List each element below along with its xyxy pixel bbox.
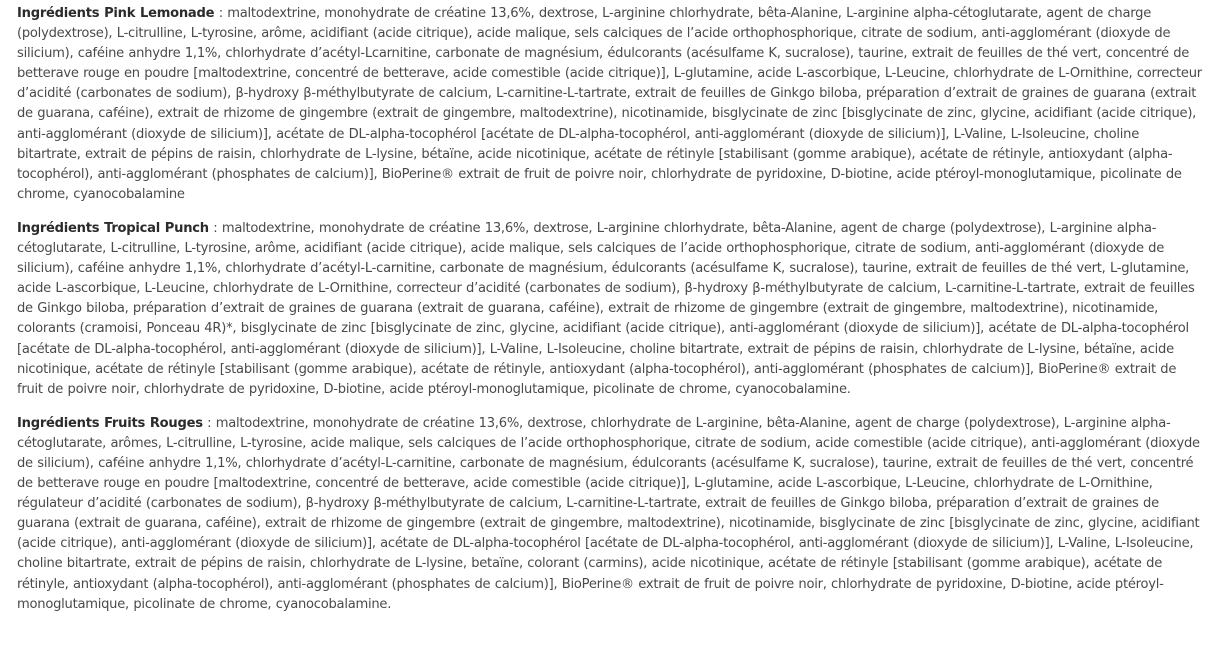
ingredients-text: : maltodextrine, monohydrate de créatine 13,6%, dextrose, L-arginine chlorhydrate, bêta-Alanine, L-arginine alpha-cétoglutarate, agent de charge (polydextrose), L-citrulline, L-tyrosine, arôme, acidifiant (acide citrique), acide malique, sels calciques de l’acide orthophosphorique, citrate de sodium, anti-agglomérant (dioxyde de silicium), caféine anhydre 1,1%, chlorhydrate d’acétyl-Lcarnitine, carbonate de magnésium, édulcorants (acésulfame K, sucralose), taurine, extrait de feuilles de thé vert, concentré de betterave rouge en poudre [maltodextrine, concentré de betterave, acide comestible (acide citrique)], L-glutamine, acide L-ascorbique, L-Leucine, chlorhydrate de L-Ornithine, correcteur d’acidité (carbonates de sodium), β-hydroxy β-méthylbutyrate de calcium, L-carnitine-L-tartrate, extrait de feuilles de Ginkgo biloba, préparation d’extrait de graines de guarana (extrait de guarana, caféine), extrait de rhizome de gingembre (extrait de gingembre, maltodextrine), nicotinamide, bisglycinate de zinc [bisglycinate de zinc, glycine, acidifiant (acide citrique), anti-agglomérant (dioxyde de silicium)], acétate de DL-alpha-tocophérol [acétate de DL-alpha-tocophérol, anti-agglomérant (dioxyde de silicium)], L-Valine, L-Isoleucine, choline bitartrate, extrait de pépins de raisin, chlorhydrate de L-lysine, bétaïne, acide nicotinique, acétate de rétinyle [stabilisant (gomme arabique), acétate de rétinyle, antioxydant (alpha-tocophérol), anti-agglomérant (phosphates de calcium)], BioPerine® extrait de fruit de poivre noir, chlorhydrate de pyridoxine, D-biotine, acide ptéroyl-monoglutamique, picolinate de chrome, cyanocobalamine <box>17 6 1202 202</box>
ingredients-tropical-punch <box>17 219 1203 400</box>
ingredients-title: Ingrédients Tropical Punch <box>17 220 209 236</box>
ingredients-pink-lemonade <box>17 4 1203 205</box>
ingredients-title: Ingrédients Fruits Rouges <box>17 415 203 431</box>
ingredients-fruits-rouges <box>17 414 1203 615</box>
ingredients-text: : maltodextrine, monohydrate de créatine 13,6%, dextrose, chlorhydrate de L-arginine, bêta-Alanine, agent de charge (polydextrose), L-arginine alpha-cétoglutarate, arômes, L-citrulline, L-tyrosine, acide malique, sels calciques de l’acide orthophosphorique, citrate de sodium, acide comestible (acide citrique), anti-agglomérant (dioxyde de silicium), caféine anhydre 1,1%, chlorhydrate d’acétyl-L-carnitine, carbonate de magnésium, édulcorants (acésulfame K, sucralose), taurine, extrait de feuilles de thé vert, concentré de betterave rouge en poudre [maltodextrine, concentré de betterave, acide comestible (acide citrique)], L-glutamine, acide L-ascorbique, L-Leucine, chlorhydrate de L-Ornithine, régulateur d’acidité (carbonates de sodium), β-hydroxy β-méthylbutyrate de calcium, L-carnitine-L-tartrate, extrait de feuilles de Ginkgo biloba, préparation d’extrait de graines de guarana (extrait de guarana, caféine), extrait de rhizome de gingembre (extrait de gingembre, maltodextrine), nicotinamide, bisglycinate de zinc [bisglycinate de zinc, glycine, acidifiant (acide citrique), anti-agglomérant (dioxyde de silicium)], acétate de DL-alpha-tocophérol [acétate de DL-alpha-tocophérol, anti-agglomérant (dioxyde de silicium)], L-Valine, L-Isoleucine, choline bitartrate, extrait de pépins de raisin, chlorhydrate de L-lysine, betaïne, colorant (carmins), acide nicotinique, acétate de rétinyle [stabilisant (gomme arabique), acétate de rétinyle, antioxydant (alpha-tocophérol), anti-agglomérant (phosphates de calcium)], BioPerine® extrait de fruit de poivre noir, chlorhydrate de pyridoxine, D-biotine, acide ptéroyl-monoglutamique, picolinate de chrome, cyanocobalamine. <box>17 415 1200 612</box>
ingredients-text: : maltodextrine, monohydrate de créatine 13,6%, dextrose, L-arginine chlorhydrate, bêta-Alanine, agent de charge (polydextrose), L-arginine alpha-cétoglutarate, L-citrulline, L-tyrosine, arôme, acidifiant (acide citrique), acide malique, sels calciques de l’acide orthophosphorique, citrate de sodium, anti-agglomérant (dioxyde de silicium), caféine anhydre 1,1%, chlorhydrate d’acétyl-L-carnitine, carbonate de magnésium, édulcorants (acésulfame K, sucralose), taurine, extrait de feuilles de thé vert, L-glutamine, acide L-ascorbique, L-Leucine, chlorhydrate de L-Ornithine, correcteur d’acidité (carbonates de sodium), β-hydroxy β-méthylbutyrate de calcium, L-carnitine-L-tartrate, extrait de feuilles de Ginkgo biloba, préparation d’extrait de graines de guarana (extrait de guarana, caféine), extrait de rhizome de gingembre (extrait de gingembre, maltodextrine), nicotinamide, colorants (cramoisi, Ponceau 4R)*, bisglycinate de zinc [bisglycinate de zinc, glycine, acidifiant (acide citrique), anti-agglomérant (dioxyde de silicium)], acétate de DL-alpha-tocophérol [acétate de DL-alpha-tocophérol, anti-agglomérant (dioxyde de silicium)], L-Valine, L-Isoleucine, choline bitartrate, extrait de pépins de raisin, chlorhydrate de L-lysine, bétaïne, acide nicotinique, acétate de rétinyle [stabilisant (gomme arabique), acétate de rétinyle, antioxydant (alpha-tocophérol), anti-agglomérant (phosphates de calcium)], BioPerine® extrait de fruit de poivre noir, chlorhydrate de pyridoxine, D-biotine, acide ptéroyl-monoglutamique, picolinate de chrome, cyanocobalamine. <box>17 220 1195 397</box>
ingredients-title: Ingrédients Pink Lemonade <box>17 6 215 21</box>
